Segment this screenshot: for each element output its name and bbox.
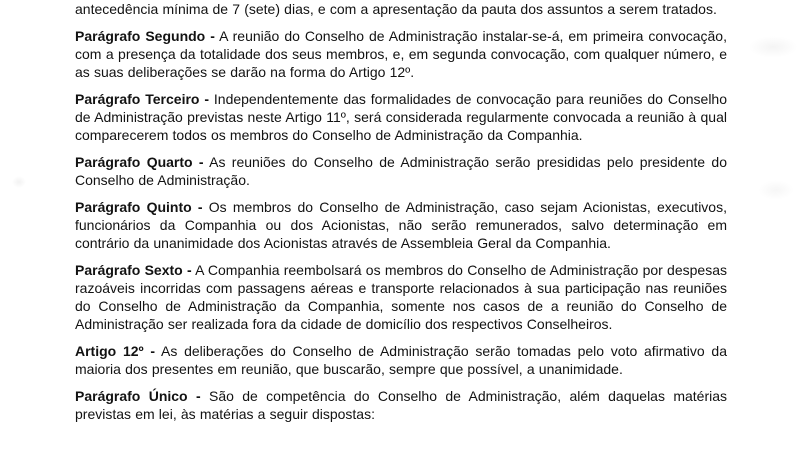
paragraph-continuation <box>75 0 727 18</box>
scan-smudge <box>748 36 798 58</box>
paragraph-sexto <box>75 261 727 333</box>
scan-smudge <box>12 176 26 188</box>
paragraph-artigo-12 <box>75 342 727 378</box>
paragraph-quarto <box>75 153 727 189</box>
document-body <box>75 0 727 432</box>
paragraph-unico <box>75 387 727 423</box>
paragraph-label: Parágrafo Quinto - <box>75 199 203 215</box>
paragraph-label: Parágrafo Sexto - <box>75 262 192 278</box>
paragraph-text: As reuniões do Conselho de Administração serão presididas pelo presidente do Conselho de Administração. <box>75 154 727 188</box>
paragraph-quinto <box>75 198 727 252</box>
scan-smudge <box>758 180 794 200</box>
paragraph-label: Artigo 12º - <box>75 343 156 359</box>
paragraph-label: Parágrafo Terceiro - <box>75 91 210 107</box>
paragraph-text: A Companhia reembolsará os membros do Conselho de Administração por despesas razoáveis incorridas com passagens aéreas e transporte relacionados à sua participação nas reuniões do Conselho de Administração da Companhia, somente nos casos de a reunião do Conselho de Administração ser realizada fora da cidade de domicílio dos respectivos Conselheiros. <box>75 262 727 332</box>
paragraph-label: Parágrafo Segundo - <box>75 28 215 44</box>
paragraph-text: Independentemente das formalidades de convocação para reuniões do Conselho de Administração previstas neste Artigo 11º, será considerada regularmente convocada a reunião à qual comparecerem todos os membros do Conselho de Administração da Companhia. <box>75 91 727 143</box>
paragraph-text: São de competência do Conselho de Administração, além daquelas matérias previstas em lei, às matérias a seguir dispostas: <box>75 388 728 422</box>
paragraph-segundo <box>75 27 727 81</box>
paragraph-label: Parágrafo Quarto - <box>75 154 204 170</box>
paragraph-text: Os membros do Conselho de Administração, caso sejam Acionistas, executivos, funcionários da Companhia ou dos Acionistas, não serão remunerados, salvo determinação em contrário da unanimidade dos Acionistas através de Assembleia Geral da Companhia. <box>75 199 727 251</box>
paragraph-text: antecedência mínima de 7 (sete) dias, e com a apresentação da pauta dos assuntos a serem tratados. <box>75 1 717 17</box>
paragraph-text: As deliberações do Conselho de Administração serão tomadas pelo voto afirmativo da maioria dos presentes em reunião, que buscarão, sempre que possível, a unanimidade. <box>75 343 727 377</box>
paragraph-text: A reunião do Conselho de Administração instalar-se-á, em primeira convocação, com a presença da totalidade dos seus membros, e, em segunda convocação, com qualquer número, e as suas deliberações se darão na forma do Artigo 12º. <box>75 28 727 80</box>
paragraph-terceiro <box>75 90 727 144</box>
paragraph-label: Parágrafo Único - <box>75 388 201 404</box>
